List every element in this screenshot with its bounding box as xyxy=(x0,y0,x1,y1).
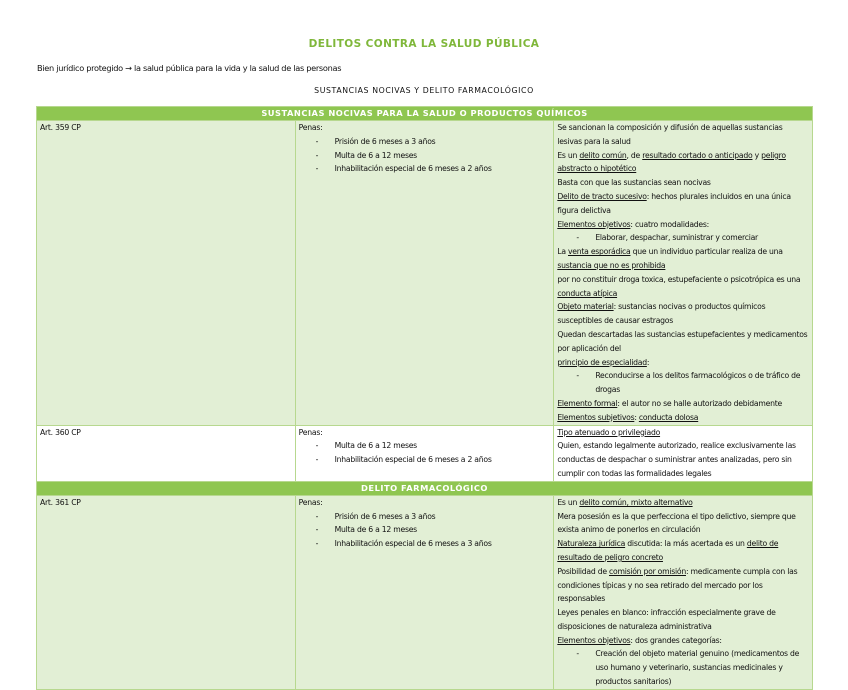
penalties-list xyxy=(299,439,551,467)
desc-line: principio de especialidad: xyxy=(557,357,650,367)
penalties-label: Penas: xyxy=(298,497,323,507)
desc-line: Mera posesión es la que perfecciona el tipo delictivo, siempre que exista animo de ponerlos en circulación xyxy=(557,511,796,535)
desc-subitem: - Reconducirse a los delitos farmacológicos o de tráfico de drogas xyxy=(557,369,809,397)
desc-subitem: - Creación del objeto material genuino (medicamentos de uso humano y veterinario, sustancias medicinales y productos sanitarios) xyxy=(557,647,809,688)
table-row-art-360 xyxy=(37,425,813,481)
desc-line: Delito de tracto sucesivo: hechos plurales incluidos en una única figura delictiva xyxy=(557,191,791,215)
penalties-label: Penas: xyxy=(298,123,323,132)
desc-line: Naturaleza jurídica discutida: la más acertada es un delito de resultado de peligro concreto xyxy=(557,539,779,562)
description-cell xyxy=(554,121,813,426)
penalty-item: - Prisión de 6 meses a 3 años xyxy=(299,135,551,149)
desc-line: Tipo atenuado o privilegiado xyxy=(557,427,661,437)
desc-line: Leyes penales en blanco: infracción especialmente grave de disposiciones de naturaleza administrativa xyxy=(557,608,776,631)
penalty-item: - Inhabilitación especial de 6 meses a 2 años xyxy=(299,453,551,467)
section-header-row xyxy=(37,107,813,121)
table-row-art-359 xyxy=(37,121,813,426)
table-row-art-361 xyxy=(37,495,813,689)
penalty-item: - Multa de 6 a 12 meses xyxy=(299,439,551,453)
article-cell: Art. 359 CP xyxy=(37,121,296,426)
section-header-row xyxy=(37,481,813,495)
desc-line: Es un delito común, mixto alternativo xyxy=(557,497,693,507)
desc-line: por no constituir droga toxica, estupefaciente o psicotrópica es una conducta atípica xyxy=(557,274,801,298)
document-subtitle: SUSTANCIAS NOCIVAS Y DELITO FARMACOLÓGICO xyxy=(314,86,534,95)
penalty-item: - Inhabilitación especial de 6 meses a 2 años xyxy=(299,162,551,176)
penalties-cell xyxy=(295,495,554,689)
penalties-cell xyxy=(295,425,554,481)
desc-line: Es un delito común, de resultado cortado o anticipado y peligro abstracto o hipotético xyxy=(557,150,786,174)
article-cell: Art. 360 CP xyxy=(37,425,296,481)
desc-subitem: - Elaborar, despachar, suministrar y comerciar xyxy=(557,231,809,245)
desc-line: Elemento formal: el autor no se halle autorizado debidamente xyxy=(557,398,782,408)
desc-line: Quien, estando legalmente autorizado, realice exclusivamente las conductas de despachar o suministrar antes analizadas, pero sin cumplir con todas las formalidades legales xyxy=(557,441,796,478)
desc-line: Elementos objetivos: cuatro modalidades: xyxy=(557,219,710,229)
desc-line: Basta con que las sustancias sean nocivas xyxy=(557,178,711,188)
penalty-item: - Inhabilitación especial de 6 meses a 3 años xyxy=(299,537,551,551)
section-header-pharmacological-crime: DELITO FARMACOLÓGICO xyxy=(37,481,813,495)
desc-line: Elementos objetivos: dos grandes categorías: xyxy=(557,635,722,645)
penalty-item: - Multa de 6 a 12 meses xyxy=(299,523,551,537)
desc-line: Quedan descartadas las sustancias estupefacientes y medicamentos por aplicación del xyxy=(557,329,808,353)
penalties-list xyxy=(299,510,551,551)
penalties-list xyxy=(299,135,551,176)
penalty-item: - Prisión de 6 meses a 3 años xyxy=(299,510,551,524)
section-header-harmful-substances: SUSTANCIAS NOCIVAS PARA LA SALUD O PRODUCTOS QUÍMICOS xyxy=(37,107,813,121)
penalties-cell xyxy=(295,121,554,426)
penalties-label: Penas: xyxy=(298,427,323,437)
document-title: DELITOS CONTRA LA SALUD PÚBLICA xyxy=(308,38,540,50)
penalty-item: - Multa de 6 a 12 meses xyxy=(299,149,551,163)
legal-interest-line: Bien jurídico protegido → la salud pública para la vida y la salud de las personas xyxy=(37,63,342,73)
desc-line: Objeto material: sustancias nocivas o productos químicos susceptibles de causar estragos xyxy=(557,302,766,326)
desc-line: Posibilidad de comisión por omisión: medicamente cumpla con las condiciones típicas y no sea retirado del mercado por los responsables xyxy=(557,566,798,604)
description-cell xyxy=(554,495,813,689)
desc-line: La venta esporádica que un individuo particular realiza de una sustancia que no es prohibida xyxy=(557,247,783,270)
article-cell: Art. 361 CP xyxy=(37,495,296,689)
desc-line: Elementos subjetivos: conducta dolosa xyxy=(557,412,699,422)
crimes-table xyxy=(36,106,813,690)
desc-line: Se sancionan la composición y difusión de aquellas sustancias lesivas para la salud xyxy=(557,123,783,146)
description-cell xyxy=(554,425,813,481)
